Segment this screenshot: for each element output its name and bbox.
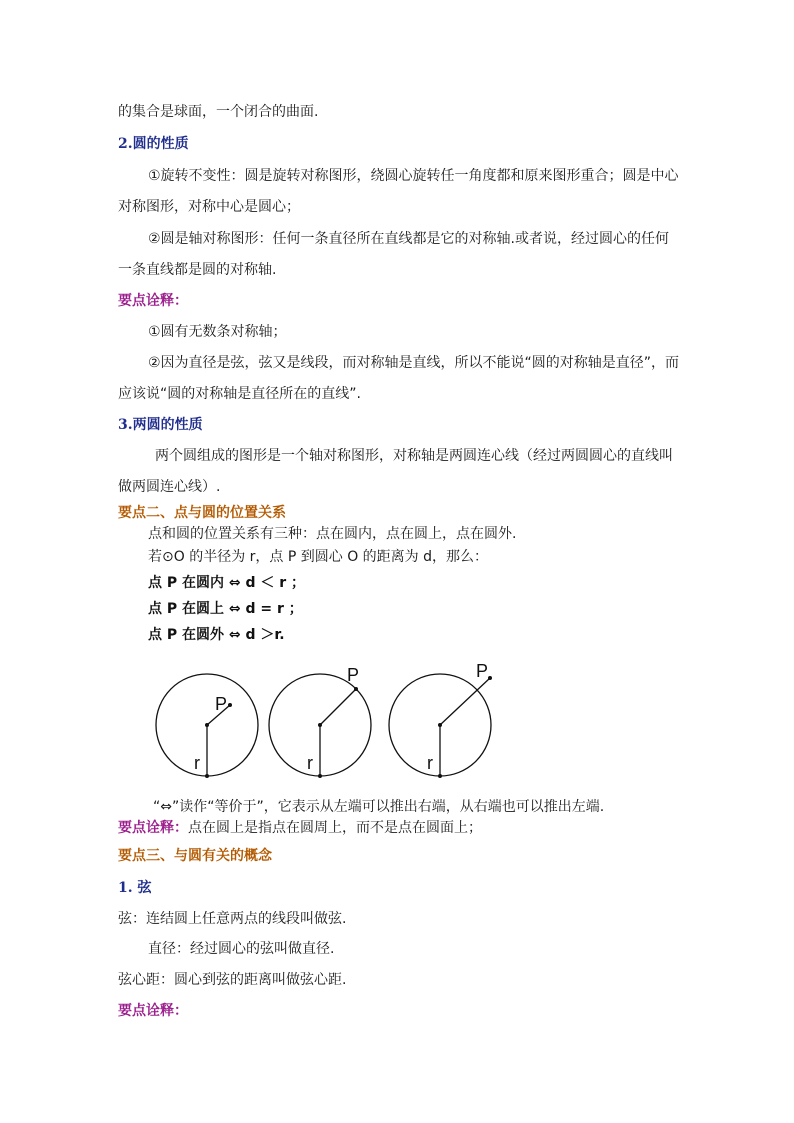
- text-line: 一条直线都是圆的对称轴.: [118, 262, 277, 278]
- text-line: ②圆是轴对称图形：任何一条直径所在直线都是它的对称轴.或者说，经过圆心的任何: [148, 231, 669, 247]
- text-line: 点和圆的位置关系有三种：点在圆内，点在圆上，点在圆外.: [148, 526, 517, 542]
- point-dot: [228, 703, 232, 707]
- section-heading: 要点二、点与圆的位置关系: [118, 505, 286, 521]
- point-label: P: [215, 694, 228, 714]
- key-note-text: 点在圆上是指点在圆周上，而不是点在圆面上；: [188, 820, 482, 836]
- point-label: P: [476, 661, 489, 681]
- key-note-line: [118, 818, 482, 838]
- text-line: 若⊙O 的半径为 r，点 P 到圆心 O 的距离为 d，那么：: [148, 549, 489, 565]
- radius-label: r: [307, 753, 313, 773]
- condition-outside: 点 P 在圆外 ⇔ d ＞r.: [148, 627, 285, 643]
- heading-two-circles: 3.两圆的性质: [118, 417, 203, 433]
- radius-end-dot: [438, 774, 442, 778]
- text-line: ①圆有无数条对称轴；: [148, 324, 287, 340]
- text-line: 应该说“圆的对称轴是直径所在的直线”.: [118, 386, 361, 402]
- radius-end-dot: [318, 774, 322, 778]
- key-note-label: 要点诠释：: [118, 293, 188, 309]
- point-dot: [354, 687, 358, 691]
- condition-on: 点 P 在圆上 ⇔ d = r ；: [148, 601, 303, 617]
- text-line: ②因为直径是弦，弦又是线段，而对称轴是直线，所以不能说“圆的对称轴是直径”，而: [148, 355, 680, 371]
- heading-chord: 1. 弦: [118, 880, 152, 896]
- text-line: 做两圆连心线）.: [118, 479, 221, 495]
- section-heading: 要点三、与圆有关的概念: [118, 848, 272, 864]
- radius-end-dot: [205, 774, 209, 778]
- text-line: 直径：经过圆心的弦叫做直径.: [148, 941, 335, 957]
- center-dot: [318, 723, 322, 727]
- key-note-label: 要点诠释：: [118, 820, 188, 836]
- text-line: 的集合是球面，一个闭合的曲面.: [118, 104, 319, 120]
- radius-label: r: [427, 753, 433, 773]
- segment-op-on: [320, 689, 356, 725]
- text-line: 对称图形，对称中心是圆心；: [118, 199, 300, 215]
- heading-circle-properties: 2.圆的性质: [118, 136, 189, 152]
- text-line: 两个圆组成的图形是一个轴对称图形，对称轴是两圆连心线（经过两圆圆心的直线叫: [155, 448, 673, 464]
- center-dot: [438, 723, 442, 727]
- center-dot: [205, 723, 209, 727]
- text-line: 弦：连结圆上任意两点的线段叫做弦.: [118, 911, 347, 927]
- segment-op-outside: [440, 678, 490, 725]
- point-label: P: [347, 665, 360, 685]
- condition-inside: 点 P 在圆内 ⇔ d ＜ r ；: [148, 575, 306, 591]
- text-line: “⇔”读作“等价于”，它表示从左端可以推出右端，从右端也可以推出左端.: [153, 799, 605, 815]
- text-line: 弦心距：圆心到弦的距离叫做弦心距.: [118, 972, 347, 988]
- text-line: ①旋转不变性：圆是旋转对称图形，绕圆心旋转任一角度都和原来图形重合；圆是中心: [148, 168, 679, 184]
- key-note-label: 要点诠释：: [118, 1003, 188, 1019]
- radius-label: r: [194, 753, 200, 773]
- point-dot: [488, 676, 492, 680]
